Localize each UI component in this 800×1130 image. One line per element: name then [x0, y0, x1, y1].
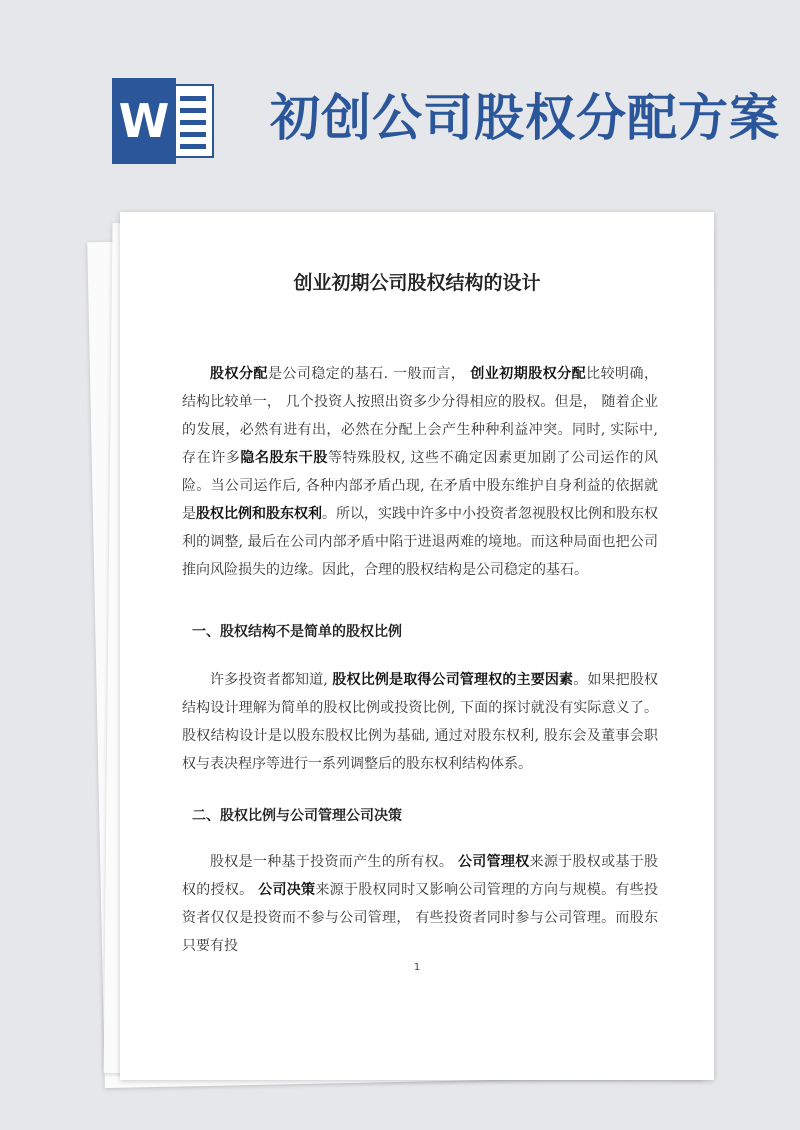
paragraph: [182, 848, 658, 960]
text-run: 是公司稳定的基石. 一般而言，: [267, 366, 471, 382]
document-title: 创业初期公司股权结构的设计: [293, 272, 541, 294]
text-run: 。如果把股权结构设计理解为简单的股权比例或投资比例, 下面的探讨就没有实际意义了。股权结构设计是以股东股权比例为基础, 通过对股东权利, 股东会及董事会职权与表决程序等进行一系列调整后的股东权利结构体系。: [182, 672, 659, 772]
bold-term: 公司管理权: [458, 854, 530, 870]
text-run: 股权是一种基于投资而产生的所有权。: [210, 854, 458, 870]
bold-term: 股权比例是取得公司管理权的主要因素: [332, 672, 574, 688]
word-logo-letter: W: [112, 78, 176, 164]
banner: [0, 0, 800, 200]
bold-term: 创业初期股权分配: [470, 366, 587, 382]
bold-term: 隐名股东干股: [240, 450, 328, 466]
banner-title: 初创公司股权分配方案: [270, 88, 780, 147]
page-number: 1: [413, 962, 421, 973]
text-run: 许多投资者都知道,: [210, 672, 333, 688]
text-run: 来源于股权或基于股权的授权。: [182, 854, 659, 898]
text-run: 等特殊股权, 这些不确定因素更加剧了公司运作的风险。当公司运作后, 各种内部矛盾凸现, 在矛盾中股东维护自身利益的依据就是: [182, 450, 659, 522]
text-run: 来源于股权同时又影响公司管理的方向与规模。有些投资者仅仅是投资而不参与公司管理， 有些投资者同时参与公司管理。而股东只要有投: [182, 882, 659, 954]
bold-term: 股权分配: [210, 366, 268, 382]
text-run: 比较明确， 结构比较单一， 几个投资人按照出资多少分得相应的股权。但是， 随着企业的发展，必然有进有出，必然在分配上会产生种种利益冲突。同时, 实际中, 存在许多: [182, 366, 658, 466]
bold-term: 股权比例和股东权利: [196, 506, 322, 522]
paragraph: [182, 666, 658, 778]
word-document-icon: [112, 78, 216, 164]
section-heading: 二、股权比例与公司管理公司决策: [192, 808, 402, 824]
bold-term: 公司决策: [258, 882, 316, 898]
document-page: [120, 212, 714, 1080]
paragraph: [182, 360, 658, 584]
text-run: 。所以，实践中许多中小投资者忽视股权比例和股东权利的调整, 最后在公司内部矛盾中陷于进退两难的境地。而这种局面也把公司推向风险损失的边缘。因此，合理的股权结构是公司稳定的基石。: [182, 506, 658, 578]
section-heading: 一、股权结构不是简单的股权比例: [192, 624, 402, 640]
